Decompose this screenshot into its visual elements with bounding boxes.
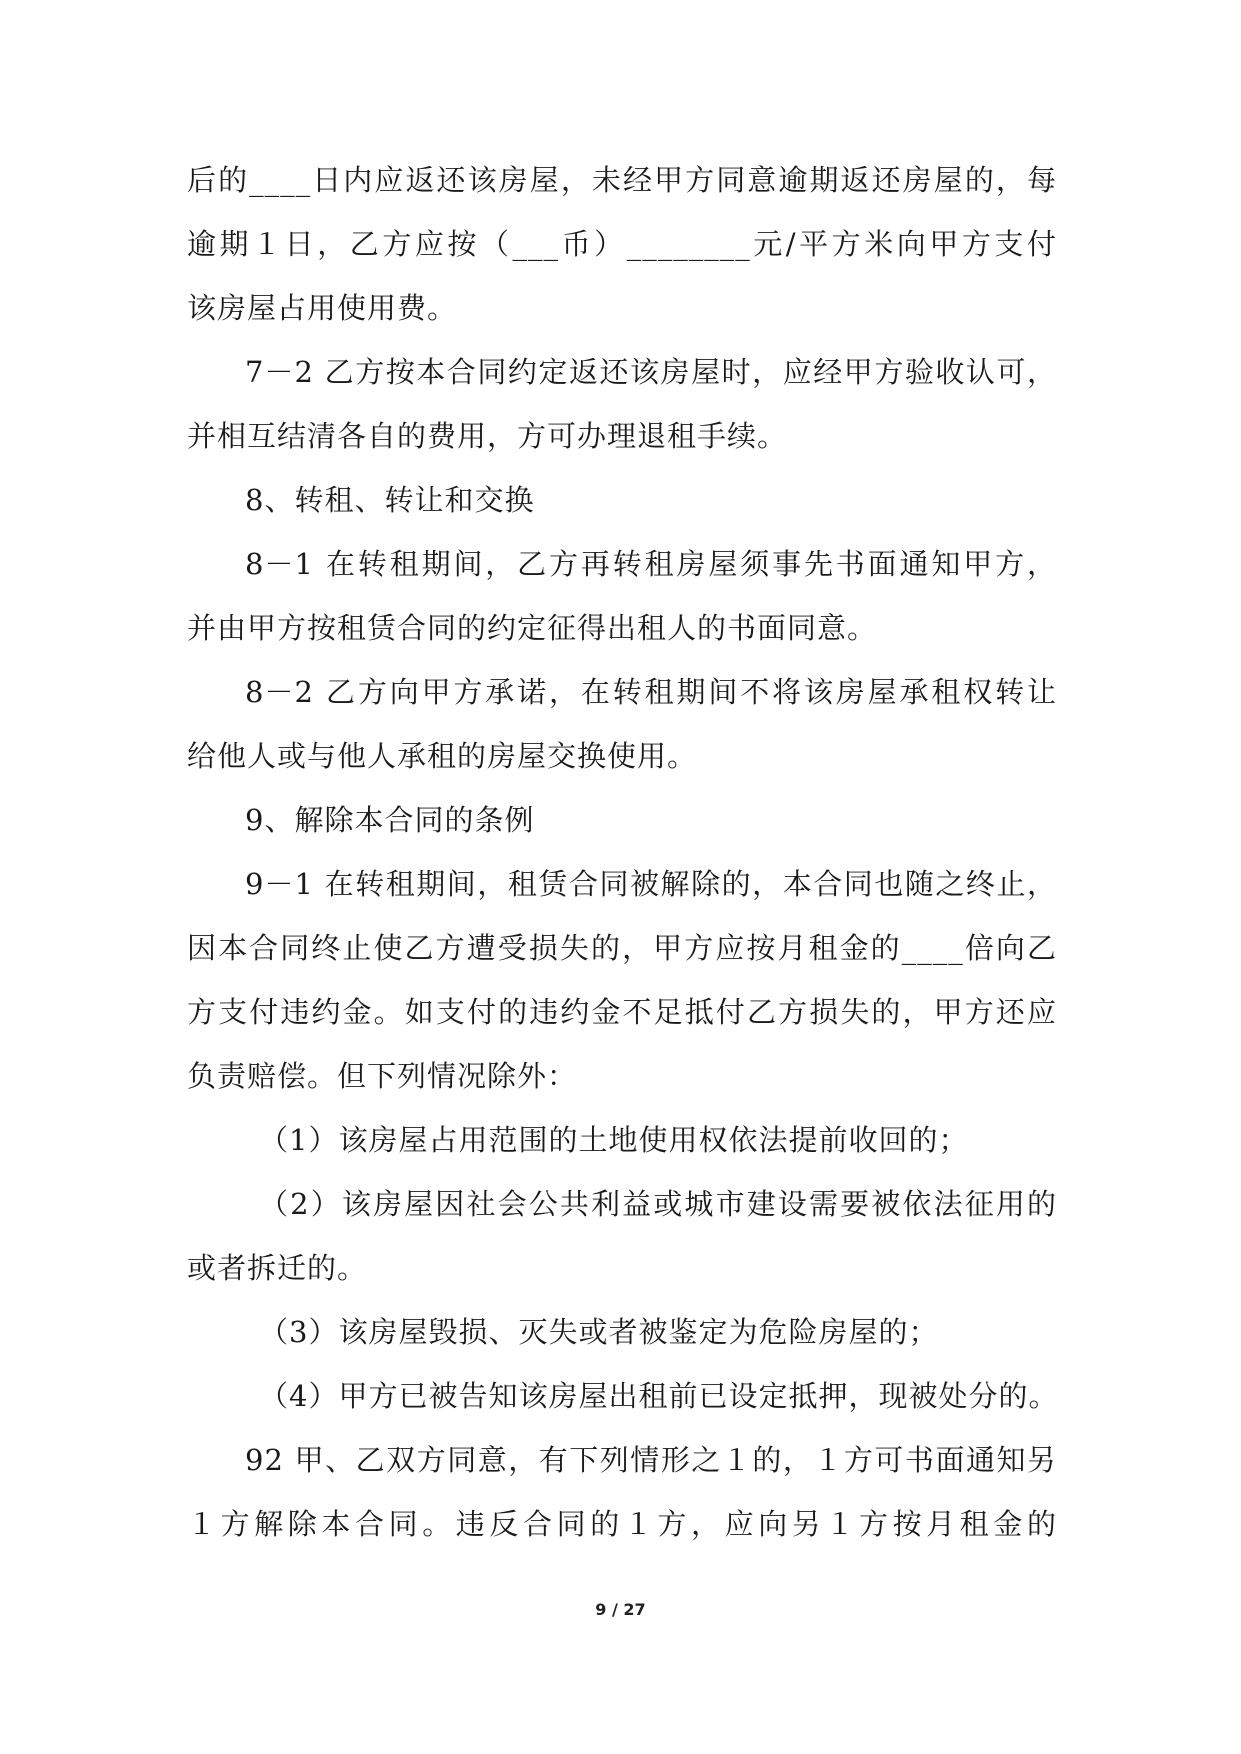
text-line: 负责赔偿。但下列情况除外： [187,1059,578,1093]
page-number: 9 / 27 [595,1600,646,1619]
text-line: 92 甲、乙双方同意，有下列情形之１的，１方可书面通知另 [245,1443,1057,1477]
text-line: 并相互结清各自的费用，方可办理退租手续。 [187,419,788,453]
text-line: 因本合同终止使乙方遭受损失的，甲方应按月租金的____倍向乙 [187,931,1057,965]
text-line: １方解除本合同。违反合同的１方，应向另１方按月租金的 [187,1507,1057,1541]
list-item: （4）甲方已被告知该房屋出租前已设定抵押，现被处分的。 [259,1379,1059,1413]
text-line: 逾期１日，乙方应按（___币）________元/平方米向甲方支付 [187,227,1057,261]
list-item: （2）该房屋因社会公共利益或城市建设需要被依法征用的 [259,1187,1057,1221]
section-heading: 9、解除本合同的条例 [245,803,535,837]
text-line: 9－1 在转租期间，租赁合同被解除的，本合同也随之终止， [245,867,1057,901]
text-line: 8－2 乙方向甲方承诺，在转租期间不将该房屋承租权转让 [245,675,1057,709]
list-item: （3）该房屋毁损、灭失或者被鉴定为危险房屋的； [259,1315,939,1349]
text-line: 后的____日内应返还该房屋，未经甲方同意逾期返还房屋的，每 [187,163,1057,197]
section-heading: 8、转租、转让和交换 [245,483,535,517]
document-body [187,148,1057,1556]
text-line: 该房屋占用使用费。 [187,291,458,325]
text-line: 7－2 乙方按本合同约定返还该房屋时，应经甲方验收认可， [245,355,1057,389]
text-line: 并由甲方按租赁合同的约定征得出租人的书面同意。 [187,611,878,645]
text-line: 方支付违约金。如支付的违约金不足抵付乙方损失的，甲方还应 [187,995,1057,1029]
text-line: 给他人或与他人承租的房屋交换使用。 [187,739,698,773]
text-line: 或者拆迁的。 [187,1251,368,1285]
text-line: 8－1 在转租期间，乙方再转租房屋须事先书面通知甲方， [245,547,1057,581]
list-item: （1）该房屋占用范围的土地使用权依法提前收回的； [259,1123,969,1157]
